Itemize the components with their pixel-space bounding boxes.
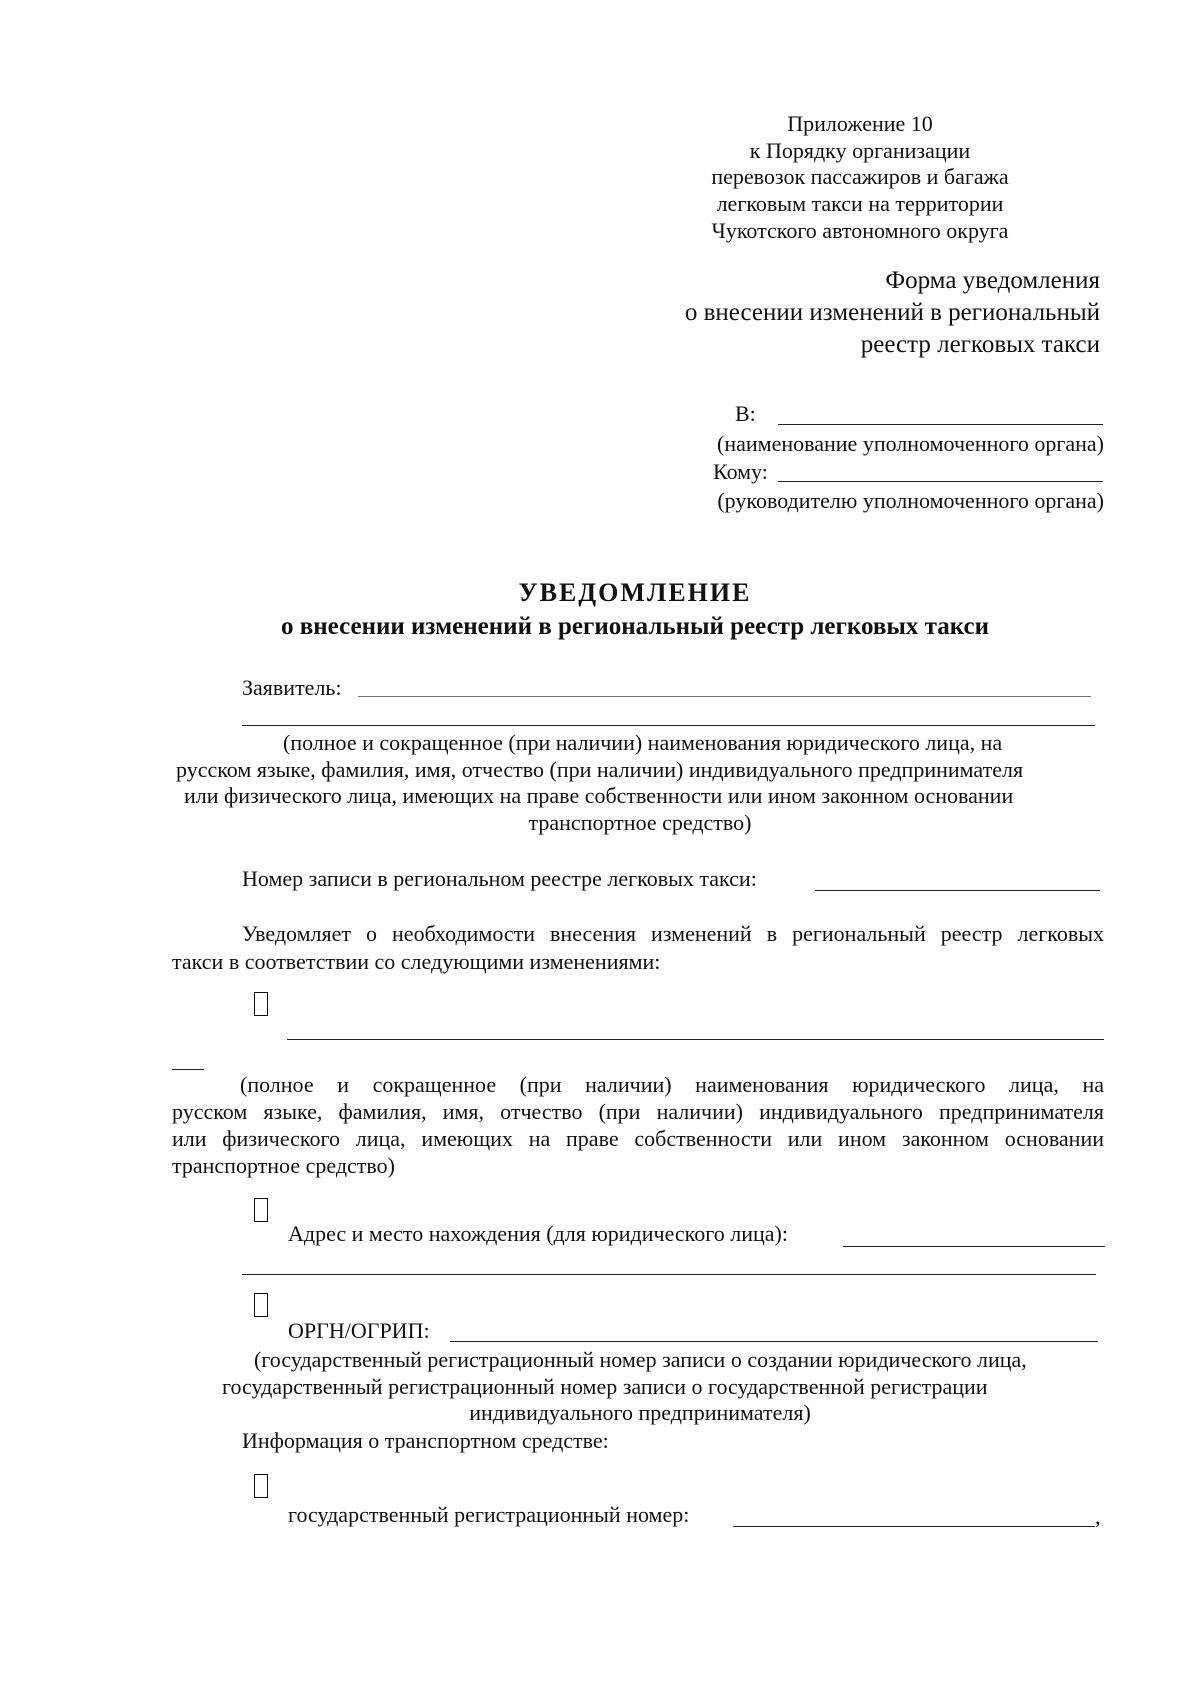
appendix-line-4: легковым такси на территории: [716, 191, 1004, 216]
applicant-field-line-1[interactable]: [358, 696, 1091, 697]
reg-number-field[interactable]: [733, 1526, 1095, 1527]
address-field-line-2[interactable]: [242, 1274, 1096, 1275]
ogrn-caption-line-2: государственный регистрационный номер записи о государственной регистрации: [222, 1374, 988, 1399]
appendix-line-3: перевозок пассажиров и багажа: [711, 164, 1009, 189]
ogrn-checkbox[interactable]: [254, 1293, 268, 1317]
applicant-caption-line-1: (полное и сокращенное (при наличии) наименования юридического лица, на: [283, 730, 1003, 755]
address-label: Адрес и место нахождения (для юридического лица):: [288, 1221, 788, 1246]
notice-title: УВЕДОМЛЕНИЕ: [518, 578, 752, 607]
notifies-line-1: Уведомляет о необходимости внесения изменений в региональный реестр легковых: [242, 921, 1104, 946]
reg-number-checkbox[interactable]: [254, 1474, 268, 1498]
short-dash-line: [172, 1069, 204, 1070]
whom-field[interactable]: [778, 481, 1103, 482]
applicant-field-line-2[interactable]: [242, 725, 1095, 726]
vehicle-heading: Информация о транспортном средстве:: [242, 1428, 609, 1453]
record-number-field[interactable]: [815, 890, 1100, 891]
applicant-caption-line-3: или физического лица, имеющих на праве собственности или ином законном основании: [184, 783, 1014, 808]
notice-subtitle: о внесении изменений в региональный реестр легковых такси: [281, 613, 989, 640]
address-field-line-1[interactable]: [843, 1246, 1105, 1247]
change-name-caption-line-2: русском языке, фамилия, имя, отчество (при наличии) индивидуального предпринимателя: [172, 1099, 1104, 1124]
to-caption: (наименование уполномоченного органа): [717, 431, 1104, 456]
notifies-line-2: такси в соответствии со следующими изменениями:: [172, 949, 661, 974]
ogrn-caption-line-3: индивидуального предпринимателя): [469, 1400, 811, 1425]
change-name-field[interactable]: [287, 1039, 1104, 1040]
appendix-line-1: Приложение 10: [787, 111, 933, 136]
to-field[interactable]: [778, 424, 1103, 425]
applicant-caption-line-2: русском языке, фамилия, имя, отчество (при наличии) индивидуального предпринимателя: [176, 757, 1024, 782]
address-checkbox[interactable]: [254, 1198, 268, 1222]
whom-label: Кому:: [713, 459, 768, 484]
ogrn-field[interactable]: [450, 1341, 1098, 1342]
record-number-label: Номер записи в региональном реестре легковых такси:: [242, 866, 757, 891]
ogrn-caption-line-1: (государственный регистрационный номер записи о создании юридического лица,: [254, 1347, 1027, 1372]
applicant-label: Заявитель:: [242, 675, 342, 700]
change-name-caption-line-4: транспортное средство): [172, 1153, 395, 1178]
appendix-line-2: к Порядку организации: [749, 138, 971, 163]
form-title-line-3: реестр легковых такси: [860, 331, 1100, 358]
reg-number-label: государственный регистрационный номер:: [288, 1502, 690, 1527]
reg-number-suffix: ,: [1095, 1504, 1101, 1529]
change-name-caption-line-1: (полное и сокращенное (при наличии) наименования юридического лица, на: [240, 1072, 1104, 1097]
form-title-line-1: Форма уведомления: [885, 267, 1100, 294]
to-label: В:: [735, 401, 756, 426]
change-name-checkbox[interactable]: [254, 992, 268, 1016]
whom-caption: (руководителю уполномоченного органа): [717, 488, 1104, 513]
change-name-caption-line-3: или физического лица, имеющих на праве собственности или ином законном основании: [172, 1126, 1104, 1151]
appendix-line-5: Чукотского автономного округа: [711, 218, 1009, 243]
ogrn-label: ОРГН/ОГРИП:: [288, 1318, 430, 1343]
applicant-caption-line-4: транспортное средство): [528, 810, 752, 835]
form-title-line-2: о внесении изменений в региональный: [684, 299, 1100, 326]
